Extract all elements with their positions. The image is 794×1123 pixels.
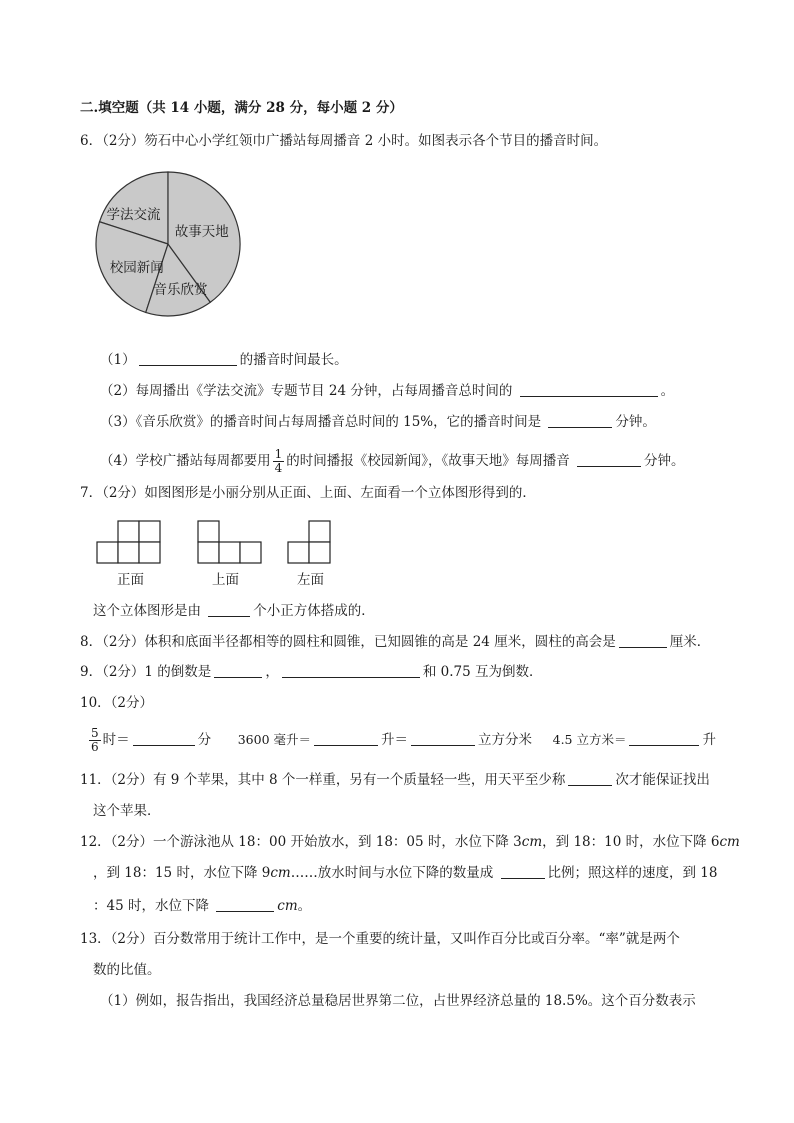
left-view-drawing — [288, 521, 330, 563]
answer-blank-6-3[interactable] — [548, 413, 612, 428]
answer-blank-12-1[interactable] — [501, 864, 545, 879]
q12-line2-c: 比例；照这样的速度，到 18 — [547, 865, 718, 881]
q6-part4-middle: 的时间播报《校园新闻》，《故事天地》每周播音 — [286, 453, 570, 469]
front-view-label: 正面 — [117, 572, 144, 588]
answer-blank-9-2[interactable] — [282, 663, 420, 678]
q7-stem: 7．（2分）如图图形是小丽分别从正面、上面、左面看一个立体图形得到的． — [80, 485, 536, 501]
q12-line1 — [80, 832, 740, 852]
q6-part2 — [100, 381, 674, 401]
q6-part4 — [100, 448, 685, 475]
answer-blank-10-2[interactable] — [314, 731, 378, 746]
answer-blank-7[interactable] — [208, 602, 250, 617]
left-view-label: 左面 — [297, 572, 324, 588]
answer-blank-11[interactable] — [568, 771, 612, 786]
q12-line3 — [93, 896, 311, 916]
top-view-drawing — [198, 521, 261, 563]
q8-prefix: 8．（2分）体积和底面半径都相等的圆柱和圆锥，已知圆锥的高是 24 厘米，圆柱的高会是 — [80, 634, 616, 650]
q6-part1 — [100, 350, 348, 370]
pie-label: 音乐欣赏 — [153, 282, 208, 299]
q10-part1-b: 分 — [197, 732, 212, 748]
q10-part2-b: 升＝ — [381, 732, 409, 748]
q12-line1-b: ，到 18：10 时，水位下降 6 — [542, 834, 720, 850]
q6-part2-suffix: 。 — [660, 383, 675, 399]
q10-part2-a: 3600 毫升＝ — [237, 732, 312, 747]
q8-suffix: 厘米． — [669, 634, 711, 650]
answer-blank-9-1[interactable] — [214, 663, 262, 678]
q9-suffix: 和 0.75 互为倒数． — [422, 664, 543, 680]
q6-part4-prefix: （4）学校广播站每周都要用 — [100, 453, 271, 469]
q9-line — [80, 662, 542, 682]
q11-line2: 这个苹果． — [93, 803, 161, 819]
front-view-drawing — [97, 521, 160, 563]
q6-part1-prefix: （1） — [100, 352, 136, 368]
q6-part3 — [100, 412, 656, 432]
answer-blank-12-2[interactable] — [216, 897, 274, 912]
section-heading: 二.填空题（共 14 小题，满分 28 分，每小题 2 分） — [80, 100, 403, 116]
top-view-label: 上面 — [212, 572, 239, 588]
answer-blank-8[interactable] — [619, 633, 667, 648]
q6-part1-suffix: 的播音时间最长。 — [239, 352, 348, 368]
answer-blank-6-4[interactable] — [577, 452, 641, 467]
q10-conversions — [87, 727, 716, 754]
answer-blank-10-4[interactable] — [629, 731, 699, 746]
q13-line3: （1）例如，报告指出，我国经济总量稳居世界第二位，占世界经济总量的 18.5%。这个百分数表示 — [100, 993, 696, 1009]
q12-line2-b: ……放水时间与水位下降的数量成 — [290, 865, 494, 881]
q10-part2-c: 立方分米 — [478, 732, 533, 748]
q6-part3-suffix: 分钟。 — [615, 414, 656, 430]
q8-line — [80, 632, 710, 652]
answer-blank-6-1[interactable] — [139, 351, 237, 366]
q11-prefix: 11．（2分）有 9 个苹果，其中 8 个一样重，另有一个质量轻一些，用天平至少称 — [80, 772, 566, 788]
q12-line1-a: 12．（2分）一个游泳池从 18：00 开始放水，到 18：05 时，水位下降 3 — [80, 834, 522, 850]
q7-answer-line — [93, 601, 375, 621]
q10-part1-a: 时＝ — [102, 732, 130, 748]
q12-line2 — [93, 863, 717, 883]
q11-line1 — [80, 770, 710, 790]
unit-cm: cm — [521, 834, 543, 850]
q9-middle: ， — [265, 664, 279, 680]
q10-stem: 10．（2分） — [80, 695, 154, 711]
q12-line3-a: ：45 时，水位下降 — [93, 898, 209, 914]
unit-cm: cm — [719, 834, 740, 850]
pie-label: 校园新闻 — [109, 259, 164, 276]
q13-line1: 13．（2分）百分数常用于统计工作中，是一个重要的统计量，又叫作百分比或百分率。“率”就是两个 — [80, 931, 680, 947]
q6-part4-suffix: 分钟。 — [644, 453, 685, 469]
fraction-five-sixths: $\frac{5}{6}$ — [91, 726, 99, 754]
q12-line3-b: 。 — [297, 898, 312, 914]
pie-chart — [94, 164, 264, 324]
q6-part2-prefix: （2）每周播出《学法交流》专题节目 24 分钟，占每周播音总时间的 — [100, 383, 513, 399]
q7-answer-suffix: 个小正方体搭成的． — [253, 603, 375, 619]
q12-line2-a: ，到 18：15 时，水位下降 9 — [93, 865, 271, 881]
pie-label: 学法交流 — [106, 207, 161, 224]
view-drawings — [96, 518, 336, 566]
answer-blank-10-3[interactable] — [411, 731, 475, 746]
q10-part3-b: 升 — [702, 732, 716, 748]
q11-suffix: 次才能保证找出 — [615, 772, 710, 788]
fraction-one-quarter: $\frac{1}{4}$ — [274, 447, 283, 475]
q13-line2: 数的比值。 — [93, 962, 161, 978]
unit-cm: cm — [270, 865, 291, 881]
answer-blank-10-1[interactable] — [133, 731, 195, 746]
q10-part3-a: 4.5 立方米＝ — [552, 732, 627, 747]
q6-stem: 6．（2分）笏石中心小学红领巾广播站每周播音 2 小时。如图表示各个节目的播音时间。 — [80, 133, 608, 149]
unit-cm: cm — [277, 898, 298, 914]
pie-label: 故事天地 — [174, 224, 229, 241]
answer-blank-6-2[interactable] — [520, 382, 658, 397]
q9-prefix: 9．（2分）1 的倒数是 — [80, 664, 212, 680]
q6-part3-prefix: （3）《音乐欣赏》的播音时间占每周播音总时间的 15%，它的播音时间是 — [100, 414, 542, 430]
q7-answer-prefix: 这个立体图形是由 — [93, 603, 201, 619]
